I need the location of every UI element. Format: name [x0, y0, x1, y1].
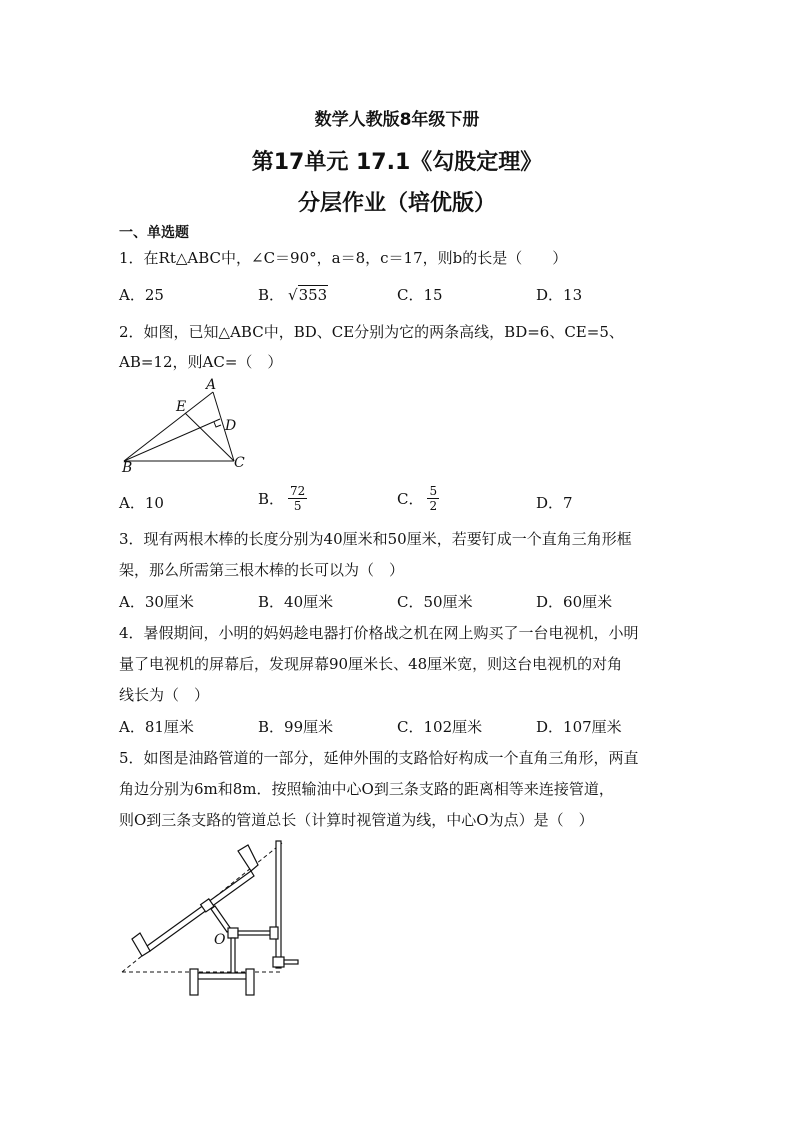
- q2-option-b-denominator: 5: [293, 499, 302, 513]
- diagonal-pipe: [147, 871, 254, 951]
- q2-option-d: D．7: [536, 494, 573, 512]
- right-angle-mark-d: [214, 422, 221, 427]
- vertical-pipe: [276, 841, 281, 968]
- vertical-lower-joint: [273, 957, 284, 967]
- question-5-stem-line-3: 则O到三条支路的管道总长（计算时视管道为线，中心O为点）是（ ）: [119, 811, 594, 829]
- question-5-stem-line-1: 5．如图是油路管道的一部分，延伸外围的支路恰好构成一个直角三角形，两直: [119, 749, 639, 767]
- question-2-stem-line-2: AB=12，则AC=（ ）: [119, 353, 283, 371]
- label-d: D: [225, 418, 237, 434]
- base-left-leg: [190, 969, 198, 995]
- label-o: O: [214, 932, 226, 948]
- q3-option-a: A．30厘米: [119, 593, 194, 611]
- label-a: A: [206, 377, 217, 393]
- q2-option-c-fraction: [427, 484, 439, 513]
- q2-option-b-numerator: 72: [290, 484, 306, 498]
- altitude-bd: [124, 419, 220, 461]
- upper-pipe-cap: [238, 845, 258, 871]
- q1-option-a: A．25: [119, 286, 164, 304]
- right-stub: [284, 960, 298, 964]
- unit-title: 第17单元 17.1《勾股定理》: [251, 150, 543, 175]
- q3-option-b: B．40厘米: [258, 593, 334, 611]
- horizontal-connector: [238, 931, 272, 935]
- question-1-stem: 1．在Rt△ABC中，∠C＝90°，a＝8，c＝17，则b的长是（ ）: [119, 249, 568, 267]
- document-title: 数学人教版8年级下册: [314, 110, 480, 130]
- q2-option-c-prefix: C．: [397, 490, 424, 508]
- q1-option-c: C．15: [397, 286, 443, 304]
- triangle-figure: [110, 375, 260, 475]
- base-right-leg: [246, 969, 254, 995]
- label-e: E: [176, 399, 187, 415]
- q3-option-c: C．50厘米: [397, 593, 473, 611]
- sqrt-symbol: √353: [288, 286, 328, 304]
- q2-option-c: [397, 484, 439, 513]
- q2-option-b-prefix: B．: [258, 490, 285, 508]
- q1-option-b-prefix: B．: [258, 286, 285, 304]
- q2-option-c-numerator: 5: [429, 484, 438, 498]
- vertical-joint: [270, 927, 278, 939]
- question-2-stem-line-1: 2．如图，已知△ABC中，BD、CE分别为它的两条高线，BD=6、CE=5、: [119, 323, 624, 341]
- q3-option-d: D．60厘米: [536, 593, 613, 611]
- question-1-options: [119, 284, 679, 306]
- q4-option-c: C．102厘米: [397, 718, 483, 736]
- question-5-stem-line-2: 角边分别为6m和8m．按照输油中心O到三条支路的距离相等来连接管道，: [119, 780, 614, 798]
- label-c: C: [234, 455, 245, 471]
- center-joint: [228, 928, 238, 938]
- q2-option-b: [258, 484, 307, 513]
- side-ab: [124, 392, 213, 461]
- downward-connector: [231, 938, 235, 974]
- q1-option-b-radicand: 353: [298, 286, 328, 304]
- base-pipe: [196, 973, 248, 979]
- question-3-stem-line-2: 架，那么所需第三根木棒的长可以为（ ）: [119, 561, 405, 579]
- q4-option-d: D．107厘米: [536, 718, 622, 736]
- question-4-stem-line-3: 线长为（ ）: [119, 686, 210, 704]
- question-4-options: [119, 716, 679, 738]
- question-4-stem-line-2: 量了电视机的屏幕后，发现屏幕90厘米长、48厘米宽，则这台电视机的对角: [119, 655, 623, 673]
- q4-option-b: B．99厘米: [258, 718, 334, 736]
- section-heading: 一、单选题: [119, 225, 189, 241]
- q2-option-b-fraction: [288, 484, 307, 513]
- question-3-stem-line-1: 3．现有两根木棒的长度分别为40厘米和50厘米，若要钉成一个直角三角形框: [119, 530, 632, 548]
- q2-option-c-denominator: 2: [429, 499, 438, 513]
- question-2-options: [119, 484, 679, 513]
- question-3-options: [119, 591, 679, 613]
- q1-option-d: D．13: [536, 286, 583, 304]
- q2-option-a: A．10: [119, 494, 164, 512]
- lower-pipe-cap: [132, 933, 150, 956]
- q4-option-a: A．81厘米: [119, 718, 194, 736]
- document-subtitle: 分层作业（培优版）: [297, 191, 496, 216]
- pipeline-figure: [110, 835, 310, 1000]
- question-4-stem-line-1: 4．暑假期间，小明的妈妈趁电器打价格战之机在网上购买了一台电视机，小明: [119, 624, 639, 642]
- label-b: B: [122, 460, 133, 475]
- q1-option-b: [258, 284, 328, 305]
